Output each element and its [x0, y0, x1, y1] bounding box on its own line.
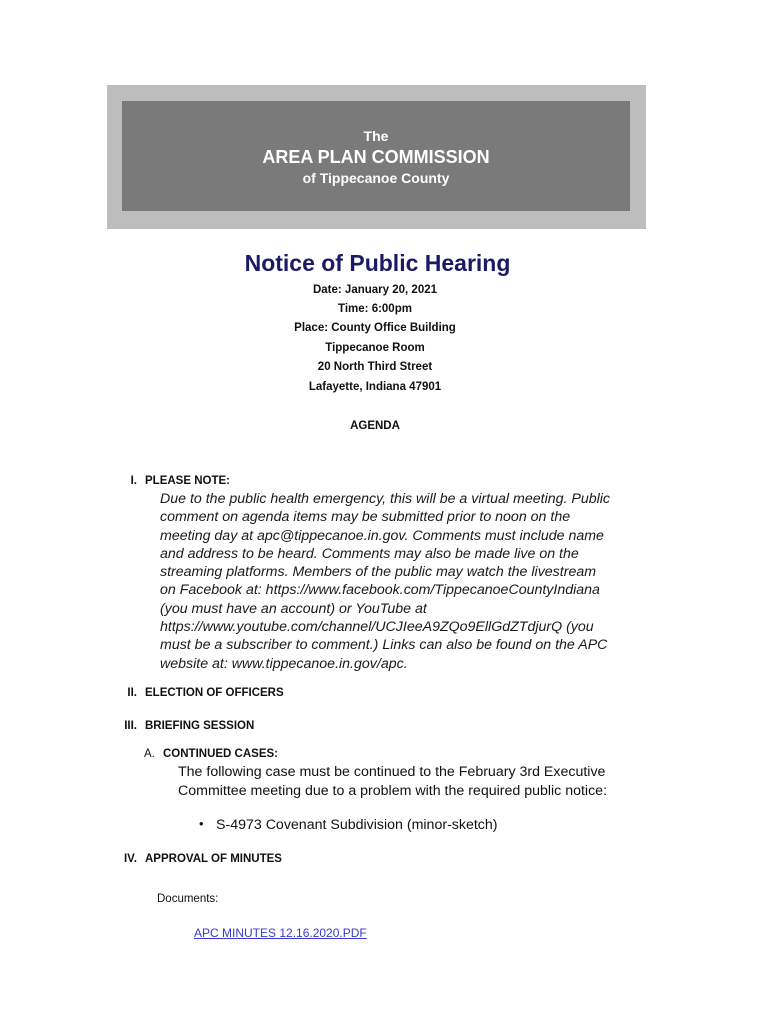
- note-line: comment on agenda items may be submitted prior to noon on the: [160, 509, 571, 526]
- meeting-city: Lafayette, Indiana 47901: [308, 381, 442, 393]
- bullet-icon: •: [199, 816, 204, 831]
- subsection-letter: A.: [144, 748, 155, 760]
- meeting-place: Place: County Office Building: [294, 322, 456, 334]
- note-line: on Facebook at: https://www.facebook.com/TippecanoeCountyIndiana: [160, 582, 600, 599]
- section-title-election: ELECTION OF OFFICERS: [145, 687, 284, 699]
- banner-organization-name: AREA PLAN COMMISSION: [262, 147, 490, 167]
- meeting-date: Date: January 20, 2021: [312, 284, 438, 296]
- banner-line-the: The: [363, 128, 389, 144]
- note-line: and address to be heard. Comments may also be made live on the: [160, 545, 579, 562]
- subsection-title-continued-cases: CONTINUED CASES:: [163, 748, 279, 760]
- meeting-street: 20 North Third Street: [317, 361, 433, 373]
- note-line: meeting day at apc@tippecanoe.in.gov. Comments must include name: [160, 527, 604, 544]
- meeting-time: Time: 6:00pm: [338, 303, 412, 315]
- banner-county-name: of Tippecanoe County: [302, 170, 450, 186]
- body-line: Committee meeting due to a problem with the required public notice:: [178, 782, 608, 799]
- section-number: III.: [124, 720, 137, 732]
- section-title-briefing: BRIEFING SESSION: [145, 720, 255, 732]
- section-title-approval-minutes: APPROVAL OF MINUTES: [145, 853, 282, 865]
- note-line: website at: www.tippecanoe.in.gov/apc.: [160, 655, 408, 672]
- continued-cases-body: [178, 763, 648, 800]
- header-banner: [107, 85, 646, 229]
- section-number: I.: [130, 475, 137, 487]
- note-line: must be a subscriber to comment.) Links can also be found on the APC: [160, 637, 608, 654]
- note-line: https://www.youtube.com/channel/UCJIeeA9ZQo9EllGdZTdjurQ (you: [160, 619, 594, 636]
- please-note-body: [160, 490, 660, 673]
- note-line: (you must have an account) or YouTube at: [160, 600, 427, 617]
- page-title: Notice of Public Hearing: [244, 250, 511, 276]
- header-banner-inner: [122, 101, 630, 211]
- section-number: II.: [127, 687, 137, 699]
- section-title-please-note: PLEASE NOTE:: [145, 475, 230, 487]
- agenda-heading: AGENDA: [350, 420, 400, 432]
- note-line: streaming platforms. Members of the public may watch the livestream: [160, 564, 597, 581]
- note-line: Due to the public health emergency, this will be a virtual meeting. Public: [160, 491, 611, 507]
- minutes-document-link[interactable]: APC MINUTES 12.16.2020.PDF: [194, 926, 367, 940]
- meeting-room: Tippecanoe Room: [325, 342, 425, 354]
- documents-label: Documents:: [157, 893, 219, 905]
- section-number: IV.: [123, 853, 137, 865]
- body-line: The following case must be continued to the February 3rd Executive: [178, 764, 606, 780]
- case-list-item: S-4973 Covenant Subdivision (minor-sketch): [216, 817, 498, 833]
